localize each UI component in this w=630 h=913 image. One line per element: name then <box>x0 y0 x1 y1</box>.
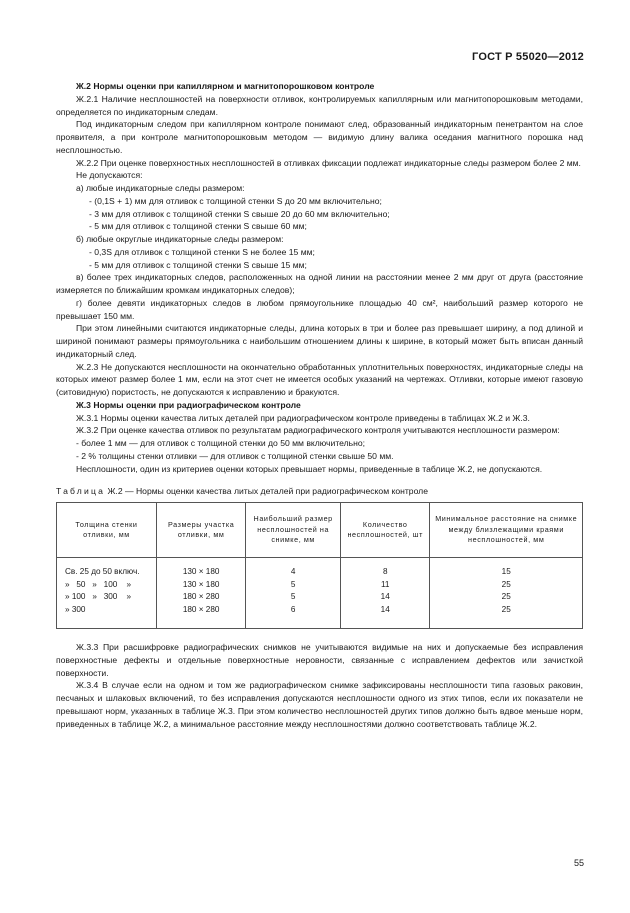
cell-area: 180 × 280 <box>156 591 245 604</box>
cell-thickness: Св. 25 до 50 включ. <box>57 566 157 579</box>
cell-count: 11 <box>341 579 430 592</box>
standard-code: ГОСТ Р 55020—2012 <box>472 51 584 63</box>
list-item-a: а) любые индикаторные следы размером: <box>76 183 245 193</box>
table-row <box>57 566 583 579</box>
list-item-a-1: - (0,1S + 1) мм для отливок с толщиной стенки S до 20 мм включительно; <box>89 195 382 206</box>
header-min-distance: Минимальное расстояние на снимке между близлежащими краями несплошностей, мм <box>430 503 583 558</box>
paragraph-zh3-2-a: - более 1 мм — для отливок с толщиной стенки до 50 мм включительно; <box>76 438 366 448</box>
paragraph-exceed-norms: Несплошности, один из критериев оценки которых превышает нормы, приведенные в таблице Ж.2, не допускаются. <box>76 463 543 474</box>
cell-max-size: 6 <box>246 604 341 629</box>
cell-count: 14 <box>341 591 430 604</box>
document-body <box>56 80 583 730</box>
cell-thickness: » 300 <box>57 604 157 629</box>
cell-min-distance: 15 <box>430 566 583 579</box>
cell-thickness: » 50 » 100 » <box>57 579 157 592</box>
paragraph-zh3-1: Ж.3.1 Нормы оценки качества литых деталей при радиографическом контроле приведены в таблицах Ж.2 и Ж.3. <box>76 412 530 423</box>
table-zh2 <box>56 502 583 629</box>
section-title-zh2: Ж.2 Нормы оценки при капиллярном и магнитопорошковом контроле <box>76 81 375 91</box>
table-row <box>57 579 583 592</box>
list-item-b-2: - 5 мм для отливок с толщиной стенки S свыше 15 мм; <box>89 259 307 270</box>
table-row <box>57 604 583 629</box>
cell-min-distance: 25 <box>430 579 583 592</box>
list-item-b-1: - 0,3S для отливок с толщиной стенки S не более 15 мм; <box>89 246 315 257</box>
cell-count: 14 <box>341 604 430 629</box>
header-max-defect-size: Наибольший размер несплошностей на снимке, мм <box>246 503 341 558</box>
table-caption <box>56 485 583 498</box>
cell-max-size: 4 <box>246 566 341 579</box>
cell-area: 130 × 180 <box>156 566 245 579</box>
table-caption-text: Ж.2 — Нормы оценки качества литых деталей при радиографическом контроле <box>105 486 428 497</box>
table-row <box>57 591 583 604</box>
cell-max-size: 5 <box>246 591 341 604</box>
table-spacer-row <box>57 558 583 567</box>
paragraph-zh2-2: Ж.2.2 При оценке поверхностных несплошностей в отливках фиксации подлежат индикаторные следы размером более 2 мм. <box>76 157 581 168</box>
header-wall-thickness: Толщина стенки отливки, мм <box>57 503 157 558</box>
paragraph-zh2-1: Ж.2.1 Наличие несплошностей на поверхности отливок, контролируемых капиллярным или магнитопорошковым методами, определяется по индикаторным следам. <box>56 93 583 117</box>
list-item-a-3: - 5 мм для отливок с толщиной стенки S свыше 60 мм; <box>89 221 307 232</box>
paragraph-zh3-2: Ж.3.2 При оценке качества отливок по результатам радиографического контроля учитываются несплошности размером: <box>76 425 560 436</box>
paragraph-zh3-4: Ж.3.4 В случае если на одном и том же радиографическом снимке зафиксированы несплошности типа газовых раковин, песчаных и шлаковых включений, то без исправления допускаются несплошности одного из этих типов, если их показатели не превышают норм, указанных в таблице Ж.3. При этом количество несплошностей других типов должно быть вдвое меньше норм, приведенных в таблице Ж.2, а минимальное расстояние между несплошностями должно соответствовать таблице Ж.2. <box>56 680 583 729</box>
cell-min-distance: 25 <box>430 604 583 629</box>
section-title-zh3: Ж.3 Нормы оценки при радиографическом контроле <box>76 399 301 410</box>
paragraph-indicator-trace: Под индикаторным следом при капиллярном контроле понимают след, образованный индикаторным пенетрантом на слое проявителя, а при контроле магнитопорошковым методом — видимую длину валика оседания магнитного порошка над несплошностью. <box>56 119 583 155</box>
not-allowed-label: Не допускаются: <box>76 170 143 181</box>
page-number: 55 <box>573 858 584 868</box>
paragraph-zh2-3: Ж.2.3 Не допускаются несплошности на окончательно обработанных уплотнительных поверхностях, индикаторные следы на которых имеют размер более 1 мм, если на этот счет не имеется особых указаний на чертежах. Отливки, которые имеют газовую (ситовидную) пористость, не допускаются к исправлению и бракуются. <box>56 361 583 397</box>
cell-count: 8 <box>341 566 430 579</box>
cell-area: 130 × 180 <box>156 579 245 592</box>
list-item-g: г) более девяти индикаторных следов в любом прямоугольнике площадью 40 см², наибольший размер которого не превышает 150 мм. <box>56 297 583 321</box>
cell-max-size: 5 <box>246 579 341 592</box>
paragraph-linear-traces: При этом линейными считаются индикаторные следы, длина которых в три и более раз превышает ширину, а под длиной и шириной понимают размеры прямоугольника с наибольшим отношением длины к ширине, в который может быть вписан данный индикаторный след. <box>56 323 583 359</box>
header-defect-count: Количество несплошностей, шт <box>341 503 430 558</box>
table-caption-prefix: Таблица <box>56 486 106 497</box>
paragraph-zh3-2-b: - 2 % толщины стенки отливки — для отливок с толщиной стенки свыше 50 мм. <box>76 450 394 461</box>
list-item-a-2: - 3 мм для отливок с толщиной стенки S свыше 20 до 60 мм включительно; <box>89 208 390 219</box>
cell-area: 180 × 280 <box>156 604 245 629</box>
list-item-v: в) более трех индикаторных следов, расположенных на одной линии на расстоянии менее 2 мм друг от друга (расстояние измеряется по ближайшим кромкам индикаторных следов); <box>56 272 583 295</box>
table-header-row <box>57 503 583 558</box>
cell-thickness: » 100 » 300 » <box>57 591 157 604</box>
paragraph-zh3-3: Ж.3.3 При расшифровке радиографических снимков не учитываются видимые на них и допускаемые без исправления поверхностные дефекты и отдельные поверхностные неровности, связанные с исправлением дефектов или зачисткой поверхности. <box>56 642 583 678</box>
list-item-b: б) любые округлые индикаторные следы размером: <box>76 234 284 244</box>
cell-min-distance: 25 <box>430 591 583 604</box>
header-area-size: Размеры участка отливки, мм <box>156 503 245 558</box>
